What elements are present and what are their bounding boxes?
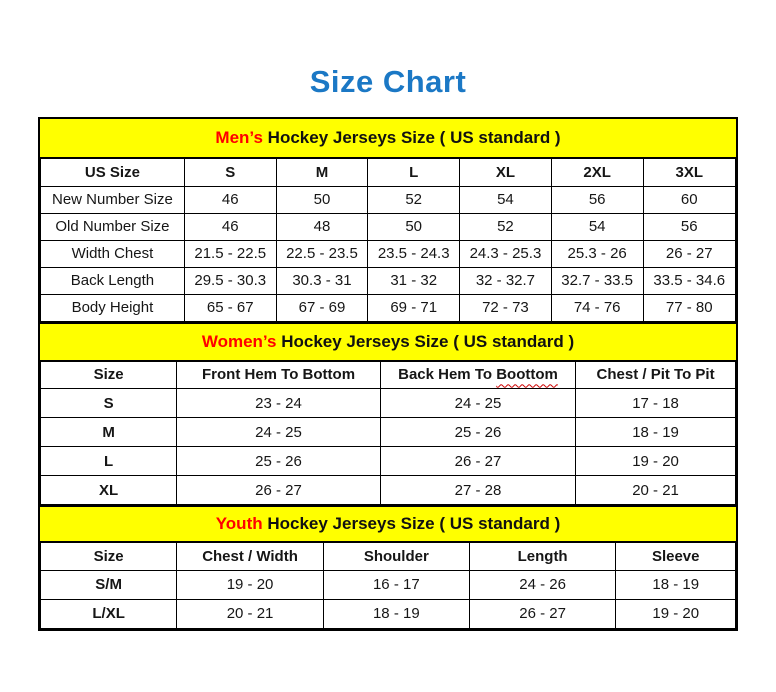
mens-size-value-cell: 56 — [643, 213, 735, 240]
misspelled-word-squiggle: Boottom — [496, 366, 558, 384]
mens-size-value-cell: 72 - 73 — [460, 294, 552, 321]
youth-size-section — [40, 505, 736, 629]
mens-size-value-cell: 33.5 - 34.6 — [643, 267, 735, 294]
youth-column-header: Size — [41, 542, 177, 570]
womens-column-header: Size — [41, 361, 177, 389]
youth-size-value-cell: 18 - 19 — [616, 570, 736, 599]
womens-table-row — [41, 476, 736, 505]
youth-size-value-cell: 18 - 19 — [323, 599, 469, 628]
mens-column-header: S — [184, 158, 276, 186]
mens-header-row — [41, 158, 736, 186]
youth-band-title-text: Hockey Jerseys Size ( US standard ) — [262, 514, 561, 533]
mens-size-value-cell: 31 - 32 — [368, 267, 460, 294]
womens-size-value-cell: 24 - 25 — [177, 418, 381, 447]
mens-column-header: 3XL — [643, 158, 735, 186]
mens-size-value-cell: 23.5 - 24.3 — [368, 240, 460, 267]
mens-size-value-cell: 26 - 27 — [643, 240, 735, 267]
mens-row-label: Old Number Size — [41, 213, 185, 240]
page-title: Size Chart — [309, 64, 467, 99]
mens-table-row — [41, 213, 736, 240]
mens-row-label: Width Chest — [41, 240, 185, 267]
youth-column-header: Length — [469, 542, 616, 570]
womens-size-value-cell: 20 - 21 — [576, 476, 736, 505]
youth-column-header: Shoulder — [323, 542, 469, 570]
womens-row-label: M — [41, 418, 177, 447]
womens-row-label: XL — [41, 476, 177, 505]
mens-table-row — [41, 240, 736, 267]
womens-size-value-cell: 26 - 27 — [380, 447, 575, 476]
mens-size-value-cell: 77 - 80 — [643, 294, 735, 321]
mens-table-row — [41, 267, 736, 294]
mens-band-category-label: Men’s — [215, 128, 263, 147]
youth-size-table — [40, 541, 736, 629]
womens-size-value-cell: 26 - 27 — [177, 476, 381, 505]
youth-row-label: S/M — [41, 570, 177, 599]
youth-size-value-cell: 19 - 20 — [177, 570, 324, 599]
womens-column-header: Back Hem To Boottom — [380, 361, 575, 389]
mens-row-label: Back Length — [41, 267, 185, 294]
mens-size-value-cell: 67 - 69 — [276, 294, 368, 321]
mens-size-value-cell: 48 — [276, 213, 368, 240]
womens-size-table — [40, 360, 736, 506]
womens-size-value-cell: 27 - 28 — [380, 476, 575, 505]
mens-section-band — [40, 119, 736, 157]
mens-size-value-cell: 65 - 67 — [184, 294, 276, 321]
mens-size-table — [40, 157, 736, 322]
womens-size-value-cell: 23 - 24 — [177, 389, 381, 418]
mens-size-value-cell: 22.5 - 23.5 — [276, 240, 368, 267]
youth-size-value-cell: 16 - 17 — [323, 570, 469, 599]
youth-size-value-cell: 20 - 21 — [177, 599, 324, 628]
youth-row-label: L/XL — [41, 599, 177, 628]
mens-size-value-cell: 60 — [643, 186, 735, 213]
youth-table-row — [41, 570, 736, 599]
womens-column-header: Chest / Pit To Pit — [576, 361, 736, 389]
mens-size-value-cell: 24.3 - 25.3 — [460, 240, 552, 267]
youth-band-category-label: Youth — [215, 514, 263, 533]
womens-band-category-label: Women’s — [201, 331, 277, 351]
mens-size-value-cell: 54 — [460, 186, 552, 213]
womens-section-band — [40, 322, 736, 360]
mens-size-value-cell: 29.5 - 30.3 — [184, 267, 276, 294]
womens-size-value-cell: 24 - 25 — [380, 389, 575, 418]
mens-size-value-cell: 50 — [368, 213, 460, 240]
youth-column-header: Sleeve — [616, 542, 736, 570]
mens-row-label: New Number Size — [41, 186, 185, 213]
mens-size-value-cell: 56 — [551, 186, 643, 213]
womens-table-row — [41, 447, 736, 476]
womens-table-row — [41, 418, 736, 447]
womens-size-value-cell: 18 - 19 — [576, 418, 736, 447]
mens-column-header: US Size — [41, 158, 185, 186]
mens-column-header: XL — [460, 158, 552, 186]
youth-size-value-cell: 19 - 20 — [616, 599, 736, 628]
mens-table-row — [41, 186, 736, 213]
mens-column-header: M — [276, 158, 368, 186]
mens-column-header: L — [368, 158, 460, 186]
womens-table-row — [41, 389, 736, 418]
mens-size-value-cell: 46 — [184, 186, 276, 213]
youth-size-value-cell: 26 - 27 — [469, 599, 616, 628]
size-chart-frame — [38, 117, 738, 631]
youth-section-band — [40, 505, 736, 541]
mens-column-header: 2XL — [551, 158, 643, 186]
mens-size-value-cell: 69 - 71 — [368, 294, 460, 321]
mens-size-value-cell: 50 — [276, 186, 368, 213]
womens-row-label: S — [41, 389, 177, 418]
mens-size-section — [40, 119, 736, 322]
womens-band-title-text: Hockey Jerseys Size ( US standard ) — [276, 331, 575, 351]
youth-column-header: Chest / Width — [177, 542, 324, 570]
womens-size-value-cell: 19 - 20 — [576, 447, 736, 476]
mens-size-value-cell: 46 — [184, 213, 276, 240]
mens-size-value-cell: 32 - 32.7 — [460, 267, 552, 294]
womens-size-value-cell: 25 - 26 — [380, 418, 575, 447]
womens-size-section — [40, 322, 736, 506]
womens-column-header: Front Hem To Bottom — [177, 361, 381, 389]
womens-size-value-cell: 25 - 26 — [177, 447, 381, 476]
mens-size-value-cell: 25.3 - 26 — [551, 240, 643, 267]
womens-size-value-cell: 17 - 18 — [576, 389, 736, 418]
youth-table-row — [41, 599, 736, 628]
youth-header-row — [41, 542, 736, 570]
womens-row-label: L — [41, 447, 177, 476]
mens-table-row — [41, 294, 736, 321]
mens-size-value-cell: 30.3 - 31 — [276, 267, 368, 294]
mens-size-value-cell: 52 — [368, 186, 460, 213]
mens-size-value-cell: 52 — [460, 213, 552, 240]
mens-row-label: Body Height — [41, 294, 185, 321]
mens-size-value-cell: 21.5 - 22.5 — [184, 240, 276, 267]
youth-size-value-cell: 24 - 26 — [469, 570, 616, 599]
mens-size-value-cell: 54 — [551, 213, 643, 240]
mens-size-value-cell: 32.7 - 33.5 — [551, 267, 643, 294]
mens-size-value-cell: 74 - 76 — [551, 294, 643, 321]
womens-header-row — [41, 361, 736, 389]
mens-band-title-text: Hockey Jerseys Size ( US standard ) — [262, 128, 561, 147]
